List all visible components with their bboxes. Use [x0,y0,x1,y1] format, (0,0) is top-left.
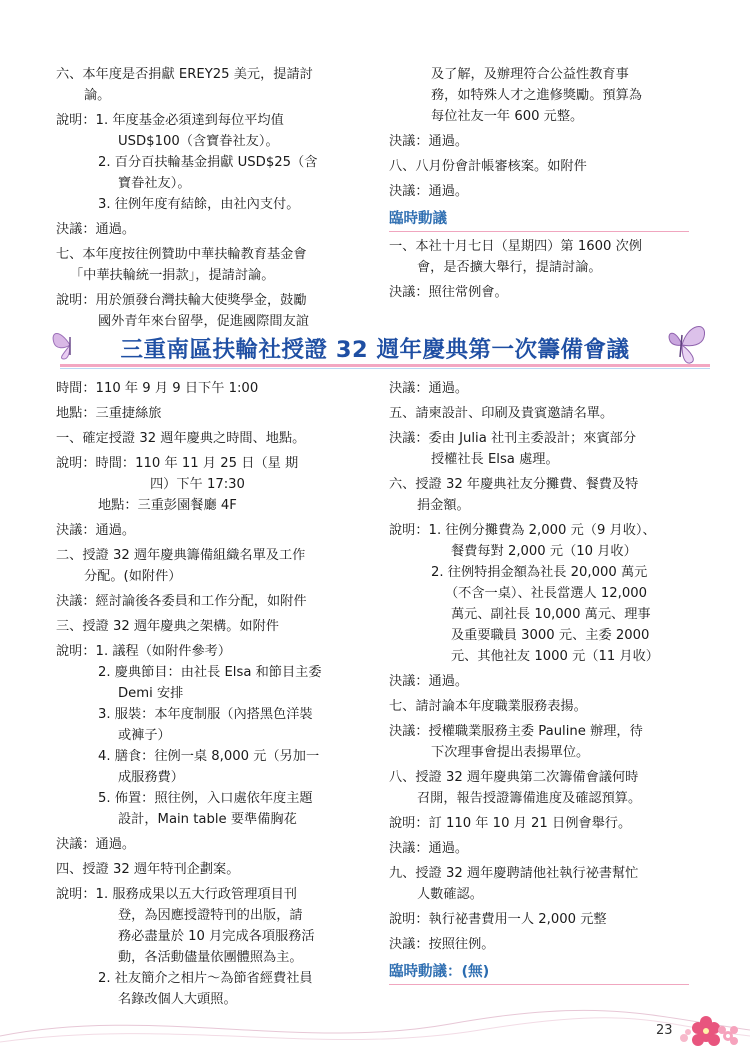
meeting-left-column [56,378,368,1010]
meeting-extra-heading: 臨時動議：(無) [389,964,490,980]
footer-wave-decoration [0,996,750,1056]
text-line: 務，如特殊人才之進修獎勵。預算為 [431,88,642,103]
text-line: 「中華扶輪統一捐款」，提請討論。 [70,268,275,283]
text-line: 動，各活動儘量依團體照為主。 [118,950,303,965]
text-line: 3. 服裝：本年度制服（內搭黑色洋裝 [98,707,313,722]
text-line: （不含一桌）、社長當選人 12,000 [445,586,647,601]
text-line: 2. 百分百扶輪基金捐獻 USD$25（含 [98,155,318,170]
text-line: 一、本社十月七日（星期四）第 1600 次例 [389,239,642,254]
text-line: 六、授證 32 年慶典社友分攤費、餐費及特 [389,477,639,492]
prev-left-column [56,64,368,332]
text-line: 每位社友一年 600 元整。 [431,109,584,124]
text-line: 二、授證 32 週年慶典籌備組織名單及工作 [56,548,306,563]
text-line: 決議：授權職業服務主委 Pauline 辦理，待 [389,724,643,739]
text-line: 決議：通過。 [56,837,136,852]
text-line: 七、請討論本年度職業服務表揚。 [389,699,587,714]
meeting-right-lines [389,378,709,955]
text-line: 元、其他社友 1000 元（11 月收） [451,649,659,664]
text-line: 捐金額。 [417,498,470,513]
prev-right-column [389,64,709,303]
text-line: 決議：通過。 [389,381,469,396]
text-line: 七、本年度按往例贊助中華扶輪教育基金會 [56,247,307,262]
text-line: 四）下午 17:30 [150,477,245,492]
meeting-title-band [50,323,710,369]
text-line: 人數確認。 [417,887,483,902]
text-line: 或褲子） [118,728,171,743]
title-underline-blue [60,368,710,369]
text-line: 決議：通過。 [389,184,469,199]
text-line: 授權社長 Elsa 處理。 [431,452,559,467]
text-line: 2. 往例特捐金額為社長 20,000 萬元 [431,565,648,580]
text-line: 下次理事會提出表揚單位。 [431,745,590,760]
text-line: 2. 慶典節目：由社長 Elsa 和節目主委 [98,665,322,680]
text-line: 萬元、副社長 10,000 萬元、理事 [451,607,651,622]
text-line: 及重要職員 3000 元、主委 2000 [451,628,650,643]
title-underline-pink [60,364,710,367]
text-line: 3. 往例年度有結餘，由社內支付。 [98,197,300,212]
text-line: 四、授證 32 週年特刊企劃案。 [56,862,240,877]
text-line: 寶眷社友）。 [118,176,191,191]
text-line: 時間：110 年 9 月 9 日下午 1:00 [56,381,259,396]
text-line: 說明：1. 年度基金必須達到每位平均值 [56,113,284,128]
meeting-extra-heading-wrap [389,961,689,985]
prev-extra-heading-wrap [389,208,689,232]
text-line: 國外青年來台留學，促進國際間友誼 [98,314,309,329]
text-line: 5. 佈置：照往例，入口處依年度主題 [98,791,313,806]
text-line: 三、授證 32 週年慶典之架構。如附件 [56,619,279,634]
text-line: Demi 安排 [118,686,184,701]
text-line: 名錄改個人大頭照。 [118,992,237,1007]
text-line: 地點：三重彭園餐廳 4F [98,498,237,513]
page-number: 23 [656,1023,673,1038]
text-line: 說明：執行祕書費用一人 2,000 元整 [389,912,607,927]
meeting-left-lines [56,378,368,1010]
text-line: 決議：通過。 [389,841,469,856]
text-line: 九、授證 32 週年慶聘請他社執行祕書幫忙 [389,866,639,881]
prev-right-lines [389,64,709,202]
prev-extra-heading: 臨時動議 [389,211,447,227]
text-line: 4. 膳食：往例一桌 8,000 元（另加一 [98,749,320,764]
text-line: 2. 社友簡介之相片～為節省經費社員 [98,971,313,986]
text-line: USD$100（含寶眷社友）。 [118,134,279,149]
text-line: 說明：1. 議程（如附件參考） [56,644,232,659]
text-line: 決議：照往常例會。 [389,285,508,300]
text-line: 說明：1. 服務成果以五大行政管理項目刊 [56,887,297,902]
text-line: 登，為因應授證特刊的出版，請 [118,908,303,923]
text-line: 決議：通過。 [56,222,136,237]
text-line: 決議：通過。 [56,523,136,538]
text-line: 會，是否擴大舉行，提請討論。 [417,260,602,275]
butterfly-icon [50,327,90,361]
text-line: 八、授證 32 週年慶典第二次籌備會議何時 [389,770,639,785]
prev-left-lines [56,64,368,332]
text-line: 八、八月份會計帳審核案。如附件 [389,159,587,174]
text-line: 論。 [84,88,111,103]
text-line: 決議：委由 Julia 社刊主委設計；來賓部分 [389,431,637,446]
text-line: 決議：通過。 [389,134,469,149]
text-line: 說明：1. 往例分攤費為 2,000 元（9 月收）、 [389,523,656,538]
text-line: 一、確定授證 32 週年慶典之時間、地點。 [56,431,306,446]
text-line: 五、請柬設計、印刷及貴賓邀請名單。 [389,406,614,421]
butterfly-icon [656,319,710,365]
text-line: 說明：用於頒發台灣扶輪大使獎學金，鼓勵 [56,293,307,308]
text-line: 召開，報告授證籌備進度及確認預算。 [417,791,642,806]
text-line: 分配。(如附件） [84,569,182,584]
text-line: 及了解，及辦理符合公益性教育事 [431,67,629,82]
text-line: 務必盡量於 10 月完成各項服務活 [118,929,315,944]
text-line: 六、本年度是否捐獻 EREY25 美元，提請討 [56,67,313,82]
flower-cluster-icon [676,1010,746,1050]
text-line: 決議：按照往例。 [389,937,495,952]
text-line: 設計，Main table 要準備胸花 [118,812,297,827]
text-line: 決議：通過。 [389,674,469,689]
prev-extra-lines [389,236,709,303]
text-line: 地點：三重捷絲旅 [56,406,162,421]
meeting-title: 三重南區扶輪社授證 32 週年慶典第一次籌備會議 [120,337,630,363]
text-line: 成服務費） [118,770,184,785]
text-line: 說明：時間：110 年 11 月 25 日（星 期 [56,456,299,471]
text-line: 餐費每對 2,000 元（10 月收） [451,544,637,559]
meeting-right-column [389,378,709,985]
text-line: 決議：經討論後各委員和工作分配，如附件 [56,594,307,609]
text-line: 說明：訂 110 年 10 月 21 日例會舉行。 [389,816,632,831]
